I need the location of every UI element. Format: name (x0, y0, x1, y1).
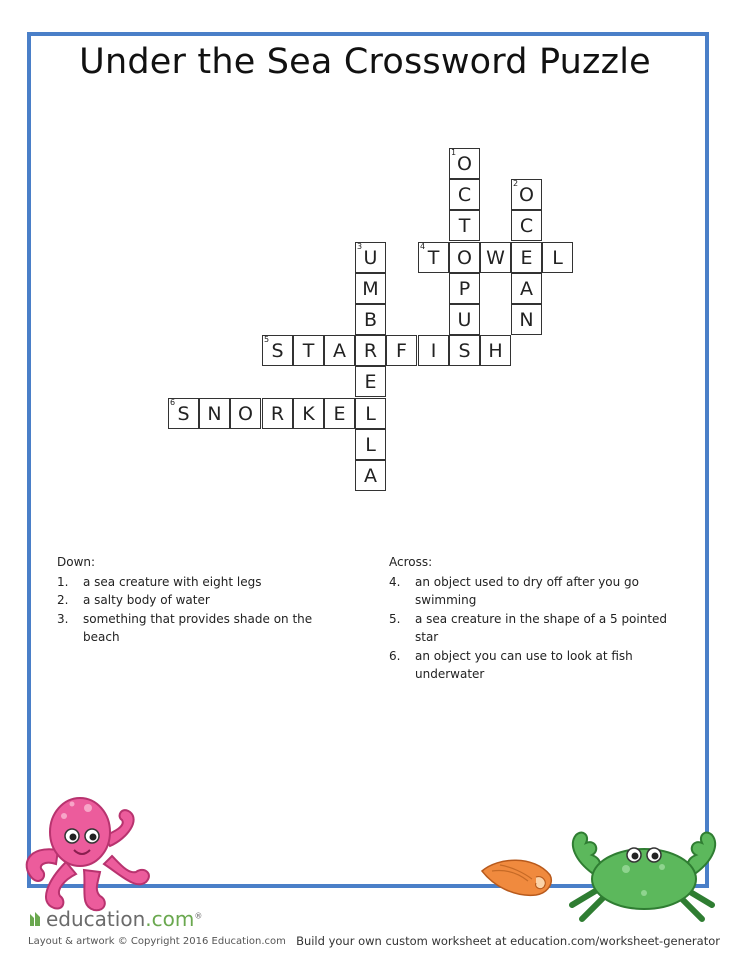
crossword-cell[interactable] (480, 242, 511, 273)
cell-letter: A (520, 278, 533, 300)
crossword-cell[interactable] (199, 398, 230, 429)
crossword-cell[interactable] (293, 335, 324, 366)
crossword-cell[interactable] (449, 242, 480, 273)
cell-letter: T (302, 340, 315, 362)
down-heading: Down: (57, 555, 96, 569)
across-clue (389, 647, 679, 684)
crossword-cell[interactable] (449, 179, 480, 210)
crossword-cell[interactable] (324, 335, 355, 366)
crossword-cell[interactable] (449, 335, 480, 366)
cell-letter: B (363, 309, 378, 331)
crossword-cell[interactable] (355, 366, 386, 397)
education-logo (28, 907, 202, 931)
crossword-cell[interactable] (355, 242, 386, 273)
clue-number-label: 6 (170, 398, 176, 407)
clue-number-label: 1 (451, 148, 457, 157)
crossword-cell[interactable] (480, 335, 511, 366)
crossword-cell[interactable] (386, 335, 417, 366)
clue-number-label: 3 (357, 242, 363, 251)
crossword-cell[interactable] (262, 398, 293, 429)
cell-letter: L (552, 247, 563, 269)
crossword-cell[interactable] (418, 242, 449, 273)
clue-text: a sea creature with eight legs (83, 574, 262, 589)
cell-letter: C (519, 215, 534, 237)
crossword-cell[interactable] (355, 335, 386, 366)
cell-letter: L (365, 403, 376, 425)
page-title: Under the Sea Crossword Puzzle (79, 42, 651, 82)
cell-letter: S (458, 340, 471, 362)
cell-letter: E (333, 403, 346, 425)
clue-text: a sea creature in the shape of a 5 pointed star (415, 611, 668, 644)
crossword-cell[interactable] (355, 398, 386, 429)
crossword-cell[interactable] (542, 242, 573, 273)
cell-letter: C (457, 184, 472, 206)
clue-number: 2. (57, 593, 69, 607)
across-clue (389, 610, 679, 647)
cell-letter: O (457, 247, 472, 269)
crossword-cell[interactable] (511, 242, 542, 273)
worksheet-generator-link[interactable]: Build your own custom worksheet at education.com/worksheet-generator (296, 934, 720, 948)
clue-number-label: 5 (264, 335, 270, 344)
clue-text: a salty body of water (83, 593, 210, 607)
cell-letter: U (457, 309, 472, 331)
cell-letter: F (396, 340, 407, 362)
crossword-cell[interactable] (262, 335, 293, 366)
clue-number: 4. (389, 574, 401, 589)
crossword-cell[interactable] (355, 273, 386, 304)
down-clue (57, 591, 337, 610)
crossword-cell[interactable] (293, 398, 324, 429)
cell-letter: T (427, 247, 440, 269)
copyright-text: Layout & artwork © Copyright 2016 Education.com (28, 936, 286, 947)
cell-letter: M (362, 278, 379, 300)
crossword-cell[interactable] (511, 304, 542, 335)
logo-registered: ® (194, 911, 203, 921)
cell-letter: T (458, 215, 471, 237)
cell-letter: R (363, 340, 378, 362)
cell-letter: E (520, 247, 533, 269)
logo-wordmark (46, 907, 202, 931)
crossword-cell[interactable] (449, 210, 480, 241)
cell-letter: A (364, 465, 377, 487)
across-heading: Across: (389, 555, 433, 569)
cell-letter: O (457, 153, 472, 175)
cell-letter: A (333, 340, 346, 362)
logo-tld: .com (145, 907, 195, 931)
clue-number: 6. (389, 648, 401, 663)
crossword-cell[interactable] (230, 398, 261, 429)
clue-number-label: 4 (420, 242, 426, 251)
crossword-cell[interactable] (449, 148, 480, 179)
across-clue (389, 573, 679, 610)
cell-letter: L (365, 434, 376, 456)
cell-letter: W (486, 247, 505, 269)
crossword-cell[interactable] (511, 179, 542, 210)
down-clues (57, 553, 337, 647)
cell-letter: S (271, 340, 284, 362)
clue-text: something that provides shade on the beach (83, 611, 313, 644)
across-clues (389, 553, 679, 684)
logo-word: education (46, 907, 146, 931)
cell-letter: P (458, 278, 471, 300)
cell-letter: S (177, 403, 190, 425)
clue-number: 1. (57, 574, 69, 589)
cell-letter: E (364, 371, 377, 393)
clue-number: 3. (57, 611, 69, 626)
down-clue (57, 573, 337, 592)
cell-letter: O (519, 184, 534, 206)
cell-letter: U (363, 247, 378, 269)
crossword-cell[interactable] (449, 304, 480, 335)
clue-number: 5. (389, 611, 401, 626)
cell-letter: I (430, 340, 437, 362)
crossword-cell[interactable] (324, 398, 355, 429)
crossword-cell[interactable] (449, 273, 480, 304)
cell-letter: O (238, 403, 253, 425)
cell-letter: R (270, 403, 285, 425)
clue-number-label: 2 (513, 179, 519, 188)
education-logo-icon (28, 910, 44, 928)
crossword-cell[interactable] (168, 398, 199, 429)
crossword-cell[interactable] (355, 304, 386, 335)
seashell-icon (478, 853, 558, 899)
cell-letter: N (519, 309, 534, 331)
clue-text: an object you can use to look at fish underwater (415, 648, 633, 681)
crossword-cell[interactable] (355, 429, 386, 460)
cell-letter: N (207, 403, 222, 425)
cell-letter: H (488, 340, 503, 362)
down-clue (57, 610, 337, 647)
crossword-cell[interactable] (511, 273, 542, 304)
crab-icon (562, 825, 727, 925)
crossword-cell[interactable] (418, 335, 449, 366)
clue-text: an object used to dry off after you go swimming (415, 574, 640, 607)
crossword-cell[interactable] (511, 210, 542, 241)
octopus-icon (18, 790, 158, 915)
cell-letter: K (302, 403, 315, 425)
crossword-cell[interactable] (355, 460, 386, 491)
